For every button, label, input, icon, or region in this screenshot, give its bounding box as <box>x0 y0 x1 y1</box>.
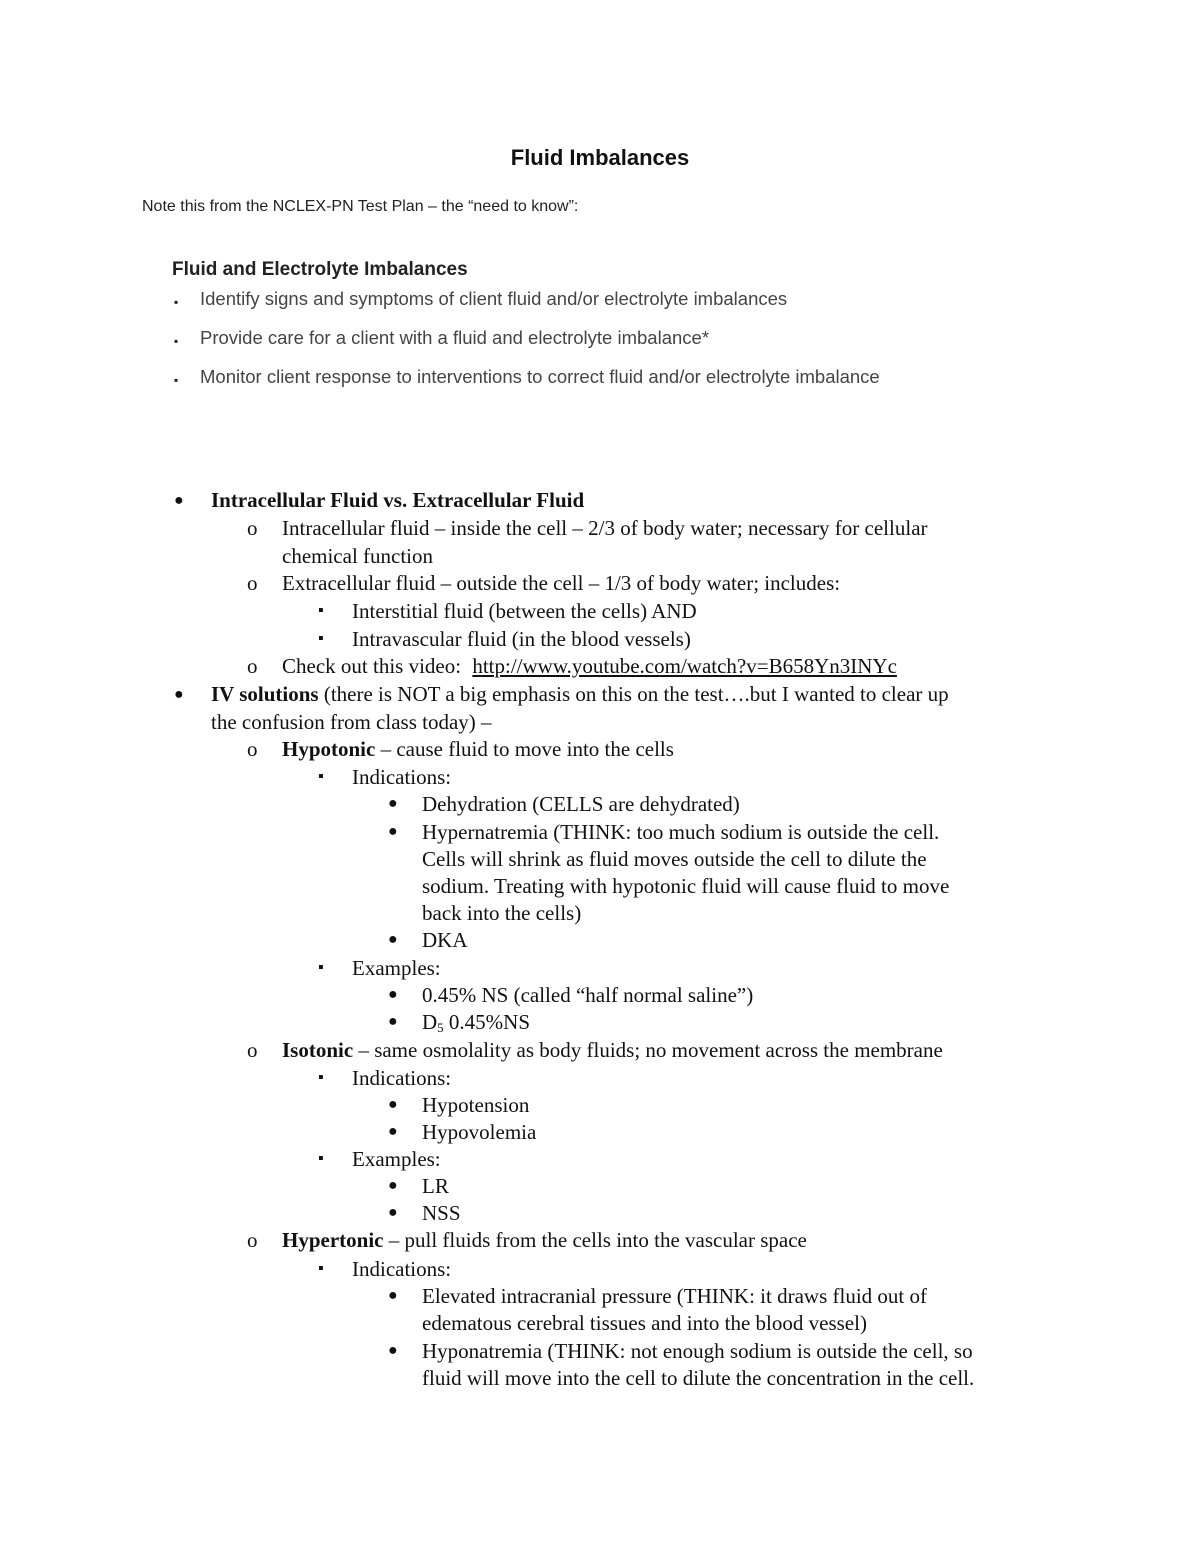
hypotonic-indication-cont: back into the cells) <box>422 901 582 925</box>
hypotonic-example <box>422 1009 530 1036</box>
ecf-line: Extracellular fluid – outside the cell – 1/3 of body water; includes: <box>282 571 841 595</box>
isotonic-example: NSS <box>422 1201 461 1225</box>
isotonic-indication: Hypotension <box>422 1093 530 1117</box>
circle-bullet-icon: o <box>247 654 258 678</box>
bullet-icon: ● <box>388 986 398 1003</box>
document-title: Fluid Imbalances <box>510 145 690 170</box>
test-plan-bullet-icon: ▪ <box>174 295 179 309</box>
test-plan-bullet-icon: ▪ <box>174 373 179 387</box>
circle-bullet-icon: o <box>247 516 258 540</box>
hypotonic-label: Hypotonic <box>282 737 376 761</box>
icf-line-1: Intracellular fluid – inside the cell – 2/3 of body water; necessary for cellular <box>282 516 928 540</box>
iv-heading: IV solutions <box>211 682 319 706</box>
circle-bullet-icon: o <box>247 1038 258 1062</box>
hypertonic-indication: Hyponatremia (THINK: not enough sodium is outside the cell, so <box>422 1339 973 1363</box>
circle-bullet-icon: o <box>247 737 258 761</box>
hypotonic-indication: Hypernatremia (THINK: too much sodium is outside the cell. <box>422 820 940 844</box>
test-plan-item: Provide care for a client with a fluid and electrolyte imbalance* <box>200 327 710 348</box>
isotonic-example: LR <box>422 1174 449 1198</box>
square-bullet-icon: ▪ <box>318 1069 324 1086</box>
hypotonic-indication-cont: sodium. Treating with hypotonic fluid will cause fluid to move <box>422 874 950 898</box>
hypertonic-indication-cont: edematous cerebral tissues and into the blood vessel) <box>422 1311 867 1335</box>
square-bullet-icon: ▪ <box>318 630 324 647</box>
hypertonic-desc: – pull fluids from the cells into the vascular space <box>383 1228 807 1252</box>
hypotonic-indication-cont: Cells will shrink as fluid moves outside the cell to dilute the <box>422 847 927 871</box>
hypotonic-indication: Dehydration (CELLS are dehydrated) <box>422 792 740 816</box>
intro-note: Note this from the NCLEX-PN Test Plan – the “need to know”: <box>142 198 579 215</box>
square-bullet-icon: ▪ <box>318 1260 324 1277</box>
hypertonic-line <box>282 1227 807 1254</box>
bullet-icon: ● <box>388 1013 398 1030</box>
bullet-icon: ● <box>388 1287 398 1304</box>
video-link[interactable]: http://www.youtube.com/watch?v=B658Yn3INYc <box>472 654 897 678</box>
intravascular-line: Intravascular fluid (in the blood vessels) <box>352 627 691 651</box>
hypotonic-indication: DKA <box>422 928 468 952</box>
section-heading-icf-ecf: Intracellular Fluid vs. Extracellular Fluid <box>211 488 585 512</box>
icf-line-2: chemical function <box>282 544 434 568</box>
isotonic-label: Isotonic <box>282 1038 354 1062</box>
hypertonic-indication: Elevated intracranial pressure (THINK: it draws fluid out of <box>422 1284 927 1308</box>
bullet-icon: ● <box>388 1177 398 1194</box>
test-plan-item: Monitor client response to interventions to correct fluid and/or electrolyte imbalance <box>200 366 880 387</box>
bullet-icon: ● <box>388 931 398 948</box>
hypotonic-indications: Indications: <box>352 765 452 789</box>
hypotonic-line <box>282 736 674 763</box>
hypertonic-indication-cont: fluid will move into the cell to dilute the concentration in the cell. <box>422 1366 975 1390</box>
bullet-icon: ● <box>388 1204 398 1221</box>
video-label: Check out this video: <box>282 654 462 678</box>
test-plan-item: Identify signs and symptoms of client fluid and/or electrolyte imbalances <box>200 288 788 309</box>
test-plan-heading: Fluid and Electrolyte Imbalances <box>172 259 468 280</box>
hypotonic-examples: Examples: <box>352 956 441 980</box>
test-plan-bullet-icon: ▪ <box>174 334 179 348</box>
isotonic-line <box>282 1037 943 1064</box>
square-bullet-icon: ▪ <box>318 768 324 785</box>
d5-rest: 0.45%NS <box>443 1010 531 1034</box>
circle-bullet-icon: o <box>247 571 258 595</box>
bullet-icon: ● <box>174 492 184 509</box>
isotonic-indications: Indications: <box>352 1066 452 1090</box>
d5-prefix: D <box>422 1010 438 1034</box>
isotonic-desc: – same osmolality as body fluids; no movement across the membrane <box>353 1038 943 1062</box>
bullet-icon: ● <box>174 686 184 703</box>
bullet-icon: ● <box>388 1342 398 1359</box>
hypotonic-desc: – cause fluid to move into the cells <box>375 737 674 761</box>
bullet-icon: ● <box>388 1123 398 1140</box>
iv-heading-line <box>211 681 949 708</box>
iv-line-2: the confusion from class today) – <box>211 710 492 734</box>
hypotonic-example: 0.45% NS (called “half normal saline”) <box>422 983 754 1007</box>
d5-subscript: 5 <box>437 1020 444 1035</box>
interstitial-line: Interstitial fluid (between the cells) AND <box>352 599 697 623</box>
square-bullet-icon: ▪ <box>318 959 324 976</box>
bullet-icon: ● <box>388 1096 398 1113</box>
video-line <box>282 653 897 680</box>
hypertonic-label: Hypertonic <box>282 1228 384 1252</box>
square-bullet-icon: ▪ <box>318 1150 324 1167</box>
circle-bullet-icon: o <box>247 1228 258 1252</box>
bullet-icon: ● <box>388 795 398 812</box>
square-bullet-icon: ▪ <box>318 602 324 619</box>
bullet-icon: ● <box>388 823 398 840</box>
isotonic-indication: Hypovolemia <box>422 1120 537 1144</box>
iv-heading-rest: (there is NOT a big emphasis on this on the test….but I wanted to clear up <box>318 682 949 706</box>
isotonic-examples: Examples: <box>352 1147 441 1171</box>
hypertonic-indications: Indications: <box>352 1257 452 1281</box>
